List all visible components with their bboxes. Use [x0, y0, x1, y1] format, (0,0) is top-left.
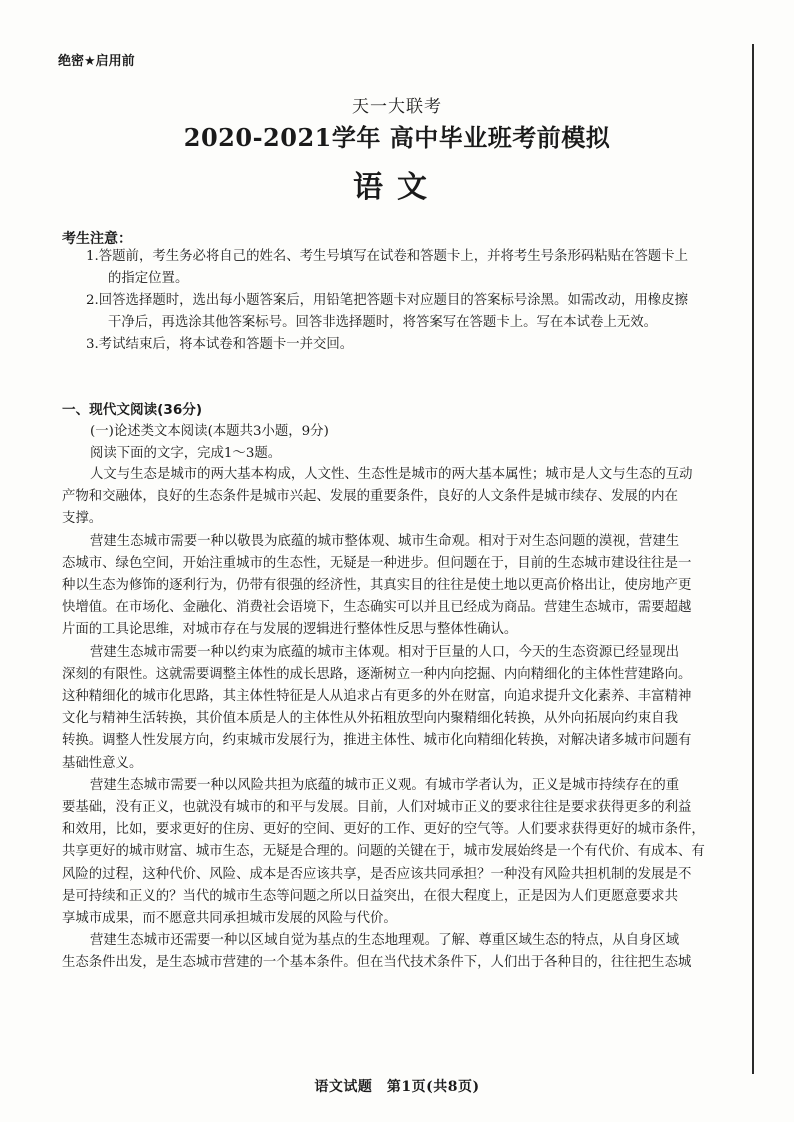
paragraph-4 [62, 775, 742, 930]
notice-item-3 [86, 334, 726, 356]
passage-line: 快增值。在市场化、金融化、消费社会语境下，生态确实可以并且已经成为商品。营建生态城市，需要超越 [62, 600, 692, 616]
passage-line: 和效用，比如，要求更好的住房、更好的空间、更好的工作、更好的空气等。人们要求获得更好的城市条件， [62, 822, 705, 838]
paragraph-5 [62, 930, 742, 974]
passage-line: 人文与生态是城市的两大基本构成，人文性、生态性是城市的两大基本属性；城市是人文与生态的互动 [90, 467, 693, 482]
passage-line: 营建生态城市需要一种以敬畏为底蕴的城市整体观、城市生命观。相对于对生态问题的漠视，营建生 [90, 533, 680, 549]
passage-line: 风险的过程，这种代价、风险、成本是否应该共享，是否应该共同承担？一种没有风险共担机制的发展是不 [62, 866, 692, 882]
paragraph-3 [62, 642, 742, 775]
subject-title: 语文 [353, 170, 441, 205]
page-footer: 语文试题 第1页(共8页) [314, 1079, 480, 1095]
passage-line: 共享更好的城市财富、城市生态，无疑是合理的。问题的关键在于，城市发展始终是一个有代价、有成本、有 [62, 844, 705, 860]
notice-item-continuation: 干净后，再选涂其他答案标号。回答非选择题时，将答案写在答题卡上。写在本试卷上无效。 [108, 315, 658, 330]
notice-item-text: 1.答题前，考生务必将自己的姓名、考生号填写在试卷和答题卡上，并将考生号条形码粘贴在答题卡上 [86, 249, 688, 264]
passage-line: 营建生态城市需要一种以风险共担为底蕴的城市正义观。有城市学者认为，正义是城市持续存在的重 [90, 777, 680, 793]
notice-item-2 [86, 290, 726, 334]
exam-title: 2020-2021学年 高中毕业班考前模拟 [183, 123, 611, 152]
passage-line: 支撑。 [62, 511, 103, 527]
passage-line: 生态条件出发，是生态城市营建的一个基本条件。但在当代技术条件下，人们出于各种目的，往往把生态城 [62, 955, 692, 971]
notice-item-1 [86, 246, 726, 290]
section-heading: 一、现代文阅读(36分) [62, 402, 203, 418]
passage-line: 享城市成果，而不愿意共同承担城市发展的风险与代价。 [62, 911, 397, 927]
passage-line: 要基础，没有正义，也就没有城市的和平与发展。目前，人们对城市正义的要求往往是要求获得更多的利益 [62, 800, 692, 816]
passage-line: 基础性意义。 [62, 755, 143, 771]
passage-line: 这种精细化的城市化思路，其主体性特征是人从追求占有更多的外在财富，向追求提升文化素养、丰富精神 [62, 689, 692, 705]
passage-line: 态城市、绿色空间，开始注重城市的生态性，无疑是一种进步。但问题在于，目前的生态城市建设往往是一 [62, 555, 692, 571]
passage-line: 深刻的有限性。这就需要调整主体性的成长思路，逐渐树立一种内向挖掘、内向精细化的主体性营建路向。 [62, 666, 692, 682]
passage-line: 营建生态城市需要一种以约束为底蕴的城市主体观。相对于巨量的人口，今天的生态资源已经显现出 [90, 644, 680, 660]
passage-line: 是可持续和正义的？当代的城市生态等问题之所以日益突出，在很大程度上，正是因为人们更愿意要求共 [62, 888, 678, 904]
exam-brand: 天一大联考 [352, 97, 442, 117]
paragraph-2 [62, 531, 742, 642]
passage-line: 种以生态为修饰的逐利行为，仍带有很强的经济性，其真实目的往往是使土地以更高价格出让，使房地产更 [62, 578, 692, 594]
notice-item-text: 3.考试结束后，将本试卷和答题卡一并交回。 [86, 337, 354, 352]
passage-line: 转换。调整人性发展方向，约束城市发展行为，推进主体性、城市化向精细化转换，对解决诸多城市问题有 [62, 733, 692, 749]
sub-section-heading: (一)论述类文本阅读(本题共3小题，9分) [90, 424, 329, 439]
passage-line: 营建生态城市还需要一种以区域自觉为基点的生态地理观。了解、尊重区域生态的特点，从自身区域 [90, 933, 680, 949]
paragraph-1 [62, 464, 742, 531]
reading-instruction: 阅读下面的文字，完成1～3题。 [90, 446, 282, 461]
notice-heading: 考生注意： [62, 231, 132, 247]
notice-list [86, 246, 726, 356]
passage-line: 片面的工具论思维，对城市存在与发展的逻辑进行整体性反思与整体性确认。 [62, 622, 518, 638]
reading-passage [62, 464, 742, 975]
passage-line: 文化与精神生活转换，其价值本质是人的主体性从外拓粗放型向内聚精细化转换，从外向拓展向约束自我 [62, 711, 678, 727]
notice-item-continuation: 的指定位置。 [108, 271, 189, 286]
notice-item-text: 2.回答选择题时，选出每小题答案后，用铅笔把答题卡对应题目的答案标号涂黑。如需改动，用橡皮擦 [86, 293, 688, 308]
confidential-label: 绝密★启用前 [58, 54, 135, 69]
passage-line: 产物和交融体，良好的生态条件是城市兴起、发展的重要条件，良好的人文条件是城市续存、发展的内在 [62, 489, 678, 505]
